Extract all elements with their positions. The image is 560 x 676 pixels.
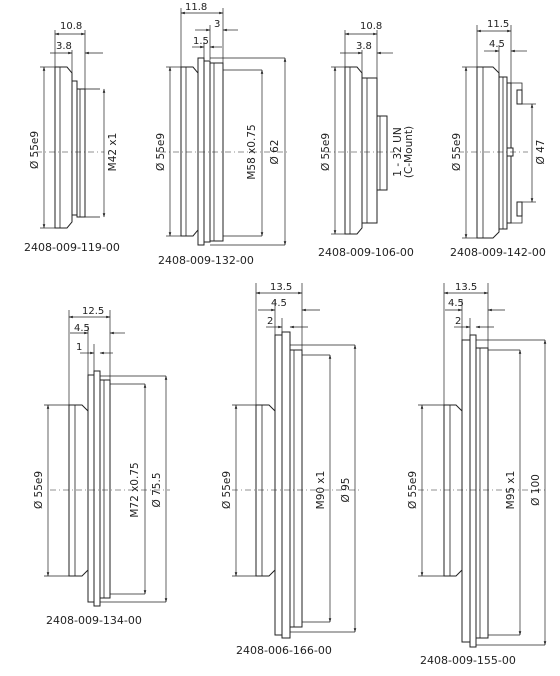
label-outer-diameter: Ø 47 (535, 139, 547, 165)
label-thread-standard: (C-Mount) (403, 125, 415, 179)
dim-step-width: 2 (455, 316, 462, 327)
dim-flange-width: 4.5 (271, 298, 287, 309)
dim-overall-length: 11.5 (487, 19, 510, 30)
adapter-132 (155, 2, 290, 267)
adapter-155 (407, 282, 548, 667)
adapter-body (477, 67, 522, 238)
label-mount-diameter: Ø 55e9 (451, 132, 463, 172)
dim-flange-width: 4.5 (489, 39, 505, 50)
label-outer-diameter: Ø 62 (269, 139, 281, 165)
dim-flange-width: 3 (214, 19, 221, 30)
label-outer-diameter: Ø 100 (530, 474, 542, 506)
label-outer-diameter: Ø 95 (340, 477, 352, 503)
label-thread: M58 x0.75 (246, 124, 258, 180)
dim-overall-length: 13.5 (270, 282, 293, 293)
dim-flange-width: 3.8 (356, 41, 372, 52)
adapter-142 (450, 19, 547, 259)
dim-step-width: 1.5 (193, 36, 209, 47)
adapter-119 (24, 21, 120, 254)
label-thread: M42 x1 (107, 132, 119, 172)
part-number: 2408-009-106-00 (318, 246, 414, 259)
dim-overall-length: 12.5 (82, 306, 105, 317)
label-mount-diameter: Ø 55e9 (221, 470, 233, 510)
dim-overall-length: 11.8 (185, 2, 208, 13)
label-thread: M95 x1 (505, 470, 517, 510)
adapter-134 (33, 306, 170, 627)
dim-flange-width: 4.5 (74, 323, 90, 334)
label-mount-diameter: Ø 55e9 (155, 132, 167, 172)
dim-flange-width: 3.8 (56, 41, 72, 52)
adapter-106 (318, 21, 415, 259)
part-number: 2408-009-134-00 (46, 614, 142, 627)
dim-flange-width: 4.5 (448, 298, 464, 309)
part-number: 2408-009-142-00 (450, 246, 546, 259)
adapter-166 (221, 282, 360, 657)
label-mount-diameter: Ø 55e9 (33, 470, 45, 510)
part-number: 2408-006-166-00 (236, 644, 332, 657)
label-mount-diameter: Ø 55e9 (407, 470, 419, 510)
part-number: 2408-009-119-00 (24, 241, 120, 254)
part-number: 2408-009-155-00 (420, 654, 516, 667)
label-outer-diameter: Ø 75.5 (151, 472, 163, 508)
label-mount-diameter: Ø 55e9 (29, 130, 41, 170)
label-mount-diameter: Ø 55e9 (320, 132, 332, 172)
dim-step-width: 1 (76, 342, 83, 353)
part-number: 2408-009-132-00 (158, 254, 254, 267)
adapter-body (55, 67, 100, 228)
dim-overall-length: 13.5 (455, 282, 478, 293)
adapter-body (345, 67, 387, 234)
label-thread: M72 x0.75 (129, 462, 141, 518)
dim-overall-length: 10.8 (360, 21, 383, 32)
dim-step-width: 2 (267, 316, 274, 327)
dim-overall-length: 10.8 (60, 21, 83, 32)
label-thread: 1 - 32 UN (392, 127, 404, 177)
label-thread: M90 x1 (315, 470, 327, 510)
